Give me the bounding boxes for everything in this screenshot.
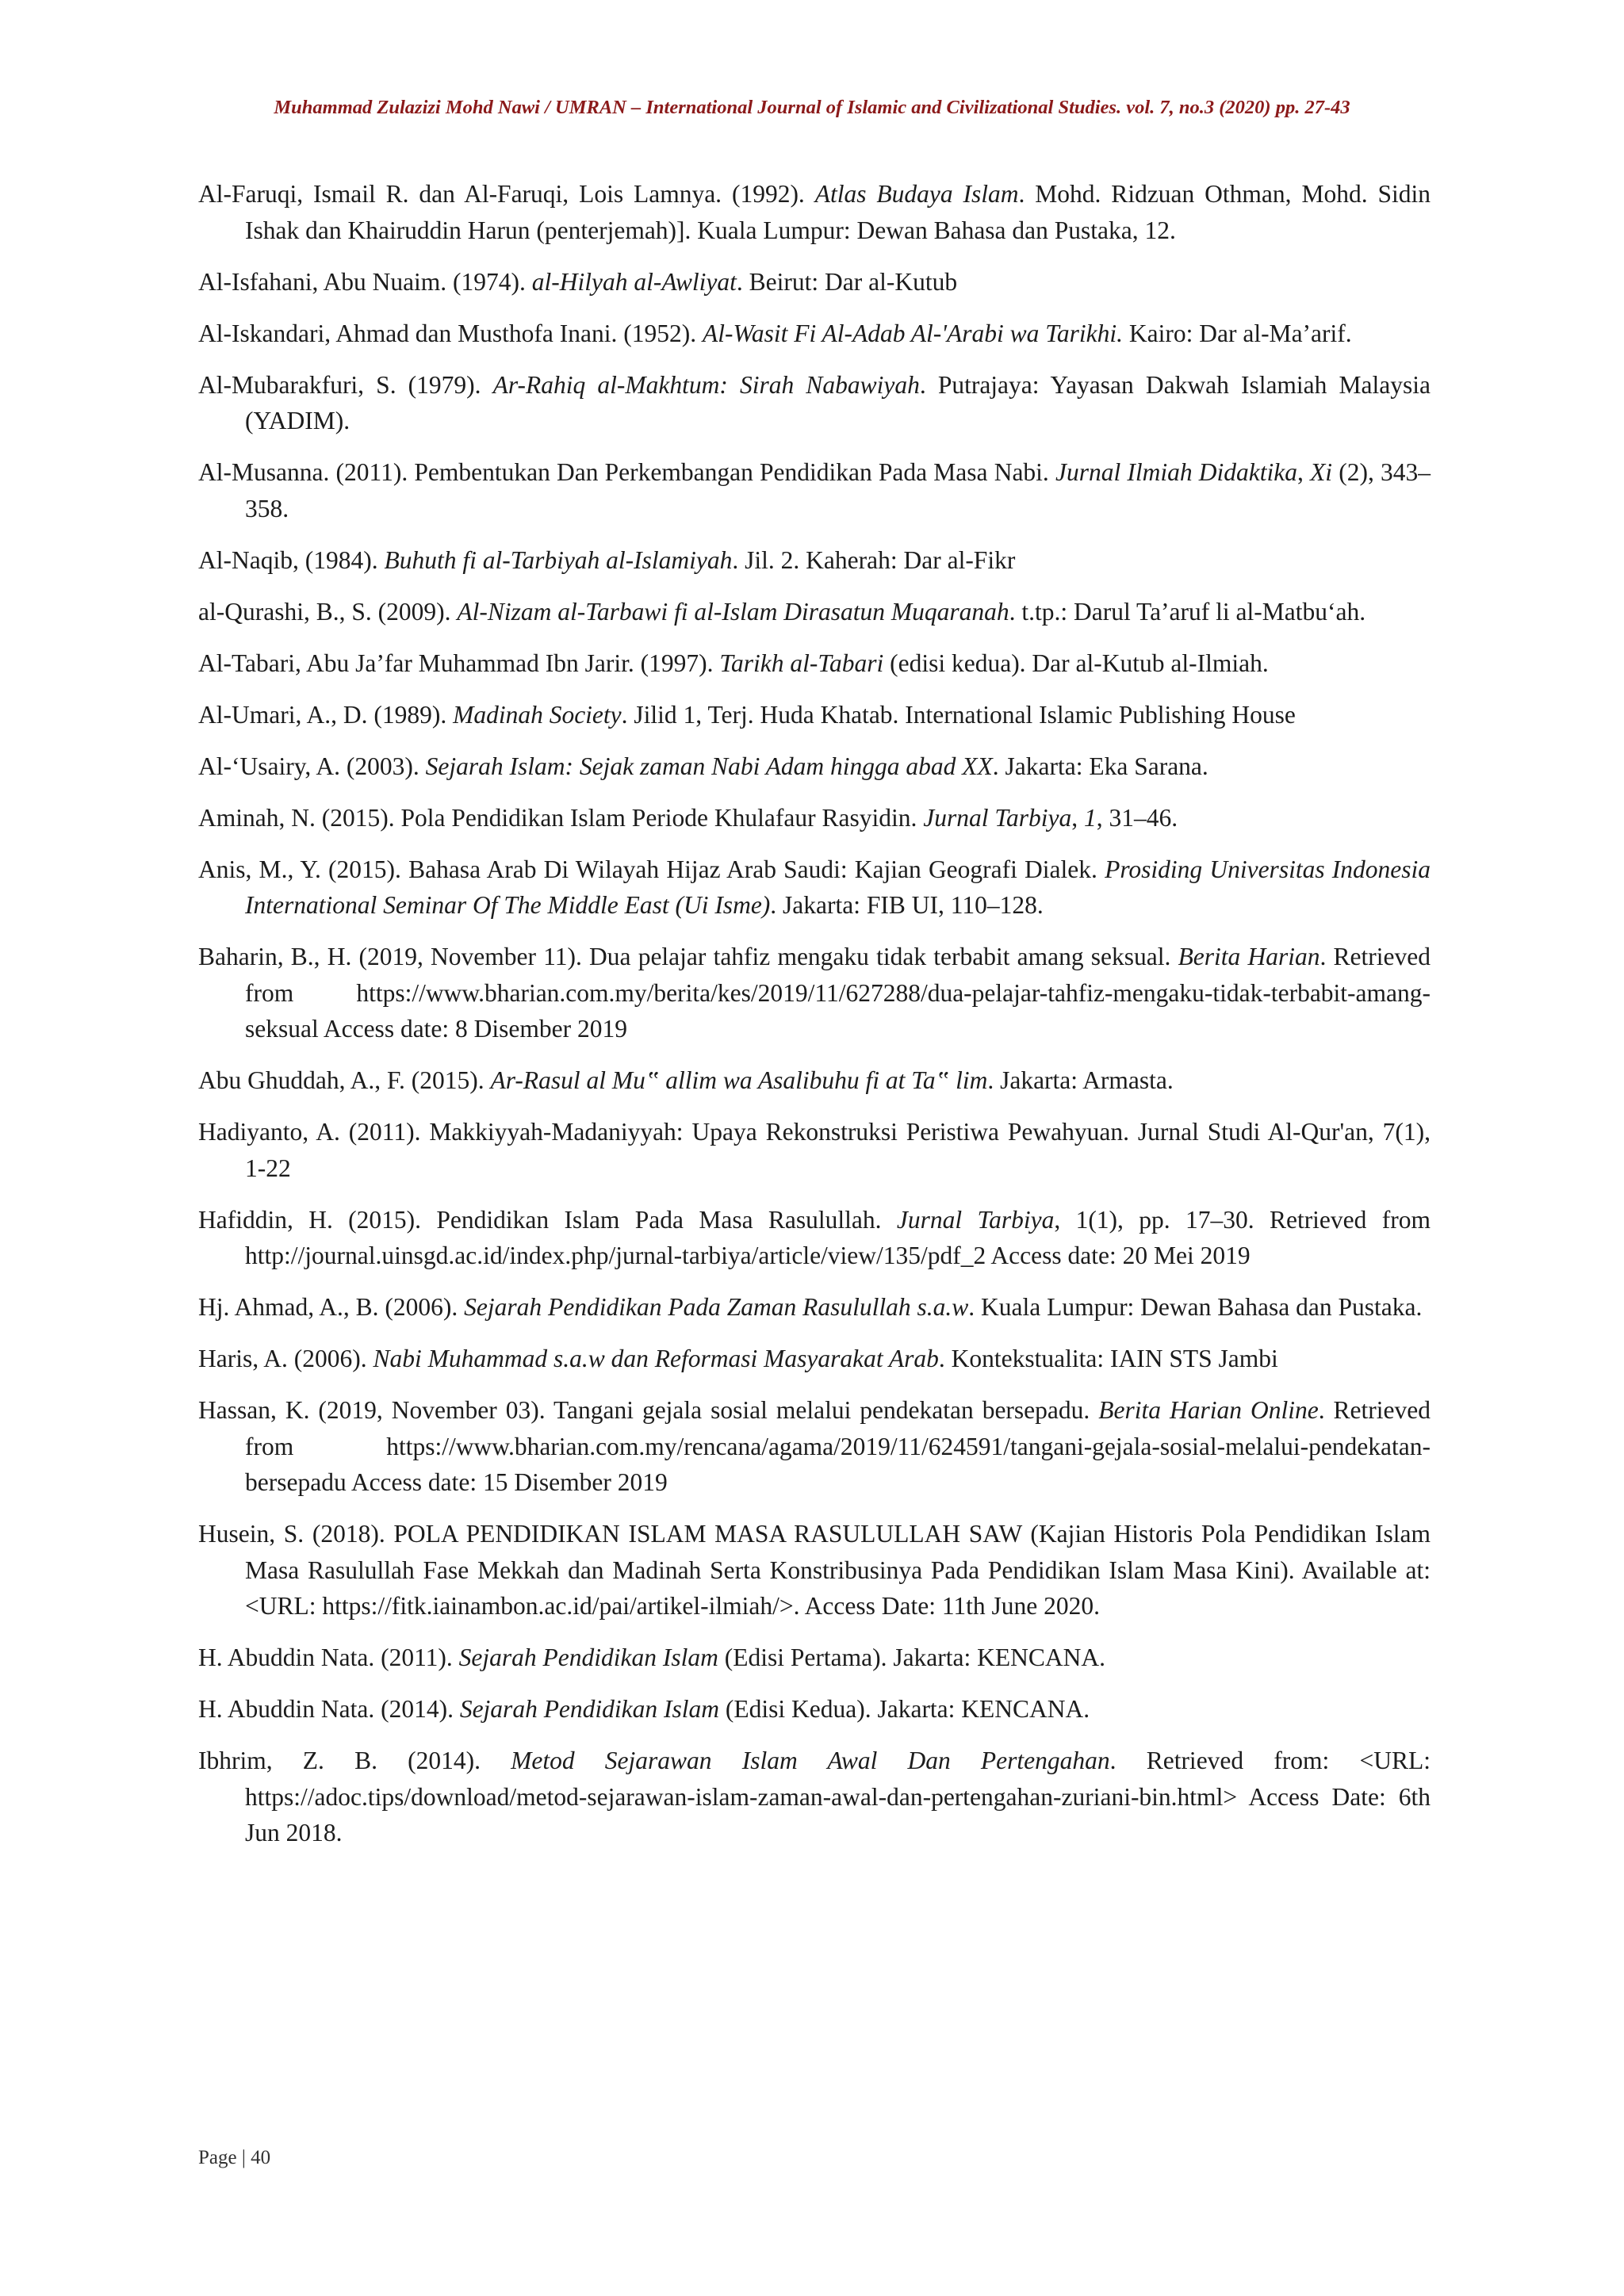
reference-text: . Jakarta: Eka Sarana. [992,752,1208,780]
reference-text: Hassan, K. (2019, November 03). Tangani gejala sosial melalui pendekatan bersepadu. [198,1396,1099,1424]
reference-text: Baharin, B., H. (2019, November 11). Dua pelajar tahfiz mengaku tidak terbabit amang seksual. [198,943,1178,970]
reference-italic-title: Metod Sejarawan Islam Awal Dan Pertengahan [511,1747,1110,1774]
reference-entry [198,594,1431,630]
reference-italic-title: Berita Harian [1178,943,1320,970]
reference-text: H. Abuddin Nata. (2014). [198,1695,460,1723]
reference-text: . Jakarta: Armasta. [987,1066,1174,1094]
reference-text: Al-Iskandari, Ahmad dan Musthofa Inani. (1952). [198,319,703,347]
reference-italic-title: Nabi Muhammad s.a.w dan Reformasi Masyarakat Arab [373,1345,939,1372]
reference-text: Al-Isfahani, Abu Nuaim. (1974). [198,267,532,296]
reference-entry [198,697,1431,733]
reference-text: , [1297,458,1311,486]
reference-text: . Retrieved from: <URL: https://adoc.tips/download/metod-sejarawan-islam-zaman-awal-dan-pertengahan-zuriani-bin.html> Access Date: 6th Jun 2018. [245,1747,1431,1846]
reference-entry [198,1114,1431,1186]
reference-text: . Kontekstualita: IAIN STS Jambi [938,1345,1278,1372]
running-header: Muhammad Zulazizi Mohd Nawi / UMRAN – International Journal of Islamic and Civilizational Studies. vol. 7, no.3 (2020) pp. 27-43 [274,97,1350,118]
reference-text: (Edisi Kedua). Jakarta: KENCANA. [719,1695,1090,1723]
reference-text: Al-Faruqi, Ismail R. dan Al-Faruqi, Lois Lamnya. (1992). [198,180,815,208]
reference-italic-title: Ar-Rahiq al-Makhtum: Sirah Nabawiyah [492,370,920,399]
reference-text: , 31–46. [1096,803,1178,832]
reference-entry [198,645,1431,682]
reference-entry [198,1516,1431,1624]
reference-italic-title: Xi [1310,458,1333,486]
reference-text: , 1(1), pp. 17–30. Retrieved from http://journal.uinsgd.ac.id/index.php/jurnal-tarbiya/article/view/135/pdf_2 Access date: 20 Mei 2019 [245,1205,1431,1269]
reference-text: . Putrajaya: Yayasan Dakwah Islamiah Malaysia (YADIM). [245,370,1431,434]
reference-italic-title: 1 [1083,803,1097,832]
reference-text: . Jakarta: FIB UI, 110–128. [770,891,1044,919]
reference-italic-title: Sejarah Pendidikan Islam [459,1695,720,1723]
reference-text: Al-Naqib, (1984). [198,545,385,574]
reference-text: . Retrieved from https://www.bharian.com.my/rencana/agama/2019/11/624591/tangani-gejala-sosial-melalui-pendekatan-bersepadu Access date: 15 Disember 2019 [245,1396,1431,1496]
reference-text: Husein, S. (2018). POLA PENDIDIKAN ISLAM MASA RASULULLAH SAW (Kajian Historis Pola Pendidikan Islam Masa Rasulullah Fase Mekkah dan Madinah Serta Konstribusinya Pada Pendidikan Islam Masa Kini). Available at: <URL: https://fitk.iainambon.ac.id/pai/artikel-ilmiah/>. Access Date: 11th June 2020. [198,1520,1431,1620]
reference-text: Al-Umari, A., D. (1989). [198,700,454,729]
reference-text: . Retrieved from https://www.bharian.com.my/berita/kes/2019/11/627288/dua-pelajar-tahfiz-mengaku-tidak-terbabit-amang-seksual Access date: 8 Disember 2019 [245,943,1431,1043]
reference-text: Hadiyanto, A. (2011). Makkiyyah-Madaniyyah: Upaya Rekonstruksi Peristiwa Pewahyuan. Jurnal Studi Al-Qur'an, 7(1), 1-22 [198,1118,1431,1182]
reference-italic-title: Jurnal Ilmiah Didaktika [1055,458,1298,486]
reference-text: (2), 343–358. [245,458,1431,522]
reference-entry [198,367,1431,439]
reference-text: Aminah, N. (2015). Pola Pendidikan Islam Periode Khulafaur Rasyidin. [198,803,924,832]
reference-text: . Mohd. Ridzuan Othman, Mohd. Sidin Ishak dan Khairuddin Harun (penterjemah)]. Kuala Lumpur: Dewan Bahasa dan Pustaka, 12. [245,180,1431,244]
reference-text: al-Qurashi, B., S. (2009). [198,597,458,626]
reference-italic-title: Ar-Rasul al Mu‟ allim wa Asalibuhu fi at Ta‟ lim [490,1066,988,1094]
reference-entry [198,1392,1431,1501]
reference-text: Al-‘Usairy, A. (2003). [198,752,426,780]
reference-text: Abu Ghuddah, A., F. (2015). [198,1066,491,1094]
reference-text: Kairo: Dar al-Ma’arif. [1123,319,1352,347]
reference-text: Anis, M., Y. (2015). Bahasa Arab Di Wilayah Hijaz Arab Saudi: Kajian Geografi Dialek. [198,855,1105,883]
reference-italic-title: Madinah Society [453,700,622,729]
reference-text: Ibhrim, Z. B. (2014). [198,1747,511,1774]
reference-entry [198,454,1431,526]
reference-italic-title: Jurnal Tarbiya [923,803,1072,832]
reference-italic-title: Buhuth fi al-Tarbiyah al-Islamiyah [384,545,733,574]
reference-italic-title: Tarikh al-Tabari [719,649,884,677]
reference-entry [198,1202,1431,1274]
reference-text: (edisi kedua). Dar al-Kutub al-Ilmiah. [883,649,1269,677]
reference-entry [198,1062,1431,1099]
reference-text: Haris, A. (2006). [198,1345,373,1372]
reference-italic-title: Al-Nizam al-Tarbawi fi al-Islam Dirasatun Muqaranah [457,597,1009,626]
reference-text: . Jilid 1, Terj. Huda Khatab. International Islamic Publishing House [621,700,1296,729]
reference-text: . Beirut: Dar al-Kutub [736,267,958,296]
reference-italic-title: Atlas Budaya Islam [814,180,1019,208]
reference-italic-title: Sejarah Islam: Sejak zaman Nabi Adam hingga abad XX [425,752,993,780]
reference-text: . t.tp.: Darul Ta’aruf li al-Matbu‘ah. [1009,597,1366,626]
reference-text: . Jil. 2. Kaherah: Dar al-Fikr [732,545,1016,574]
reference-entry [198,800,1431,836]
reference-entry [198,748,1431,785]
reference-italic-title: Berita Harian Online [1098,1396,1319,1424]
reference-text: Al-Tabari, Abu Ja’far Muhammad Ibn Jarir. (1997). [198,649,720,677]
reference-text: Al-Mubarakfuri, S. (1979). [198,370,493,399]
reference-entry [198,1341,1431,1377]
reference-entry [198,1743,1431,1851]
reference-text: H. Abuddin Nata. (2011). [198,1644,459,1671]
reference-list [198,176,1431,1866]
reference-entry [198,542,1431,579]
reference-entry [198,316,1431,352]
reference-entry [198,264,1431,300]
reference-italic-title: Prosiding Universitas Indonesia International Seminar Of The Middle East (Ui Isme) [245,855,1431,919]
reference-entry [198,851,1431,924]
reference-entry [198,1289,1431,1326]
reference-text: , [1071,803,1084,832]
reference-text: Al-Musanna. (2011). Pembentukan Dan Perkembangan Pendidikan Pada Masa Nabi. [198,458,1055,486]
reference-entry [198,1691,1431,1728]
reference-italic-title: Sejarah Pendidikan Pada Zaman Rasulullah s.a.w [464,1293,969,1321]
reference-italic-title: Sejarah Pendidikan Islam [458,1644,718,1671]
reference-italic-title: Jurnal Tarbiya [896,1205,1055,1234]
reference-text: Hj. Ahmad, A., B. (2006). [198,1293,465,1321]
reference-text: . Kuala Lumpur: Dewan Bahasa dan Pustaka. [968,1293,1423,1321]
reference-text: (Edisi Pertama). Jakarta: KENCANA. [718,1644,1106,1671]
reference-entry [198,939,1431,1047]
reference-entry [198,176,1431,248]
reference-italic-title: Al-Wasit Fi Al-Adab Al-'Arabi wa Tarikhi. [702,319,1124,347]
page-number: Page | 40 [198,2147,271,2168]
reference-text: Hafiddin, H. (2015). Pendidikan Islam Pada Masa Rasulullah. [198,1205,897,1234]
reference-entry [198,1640,1431,1676]
reference-italic-title: al-Hilyah al-Awliyat [531,267,737,296]
